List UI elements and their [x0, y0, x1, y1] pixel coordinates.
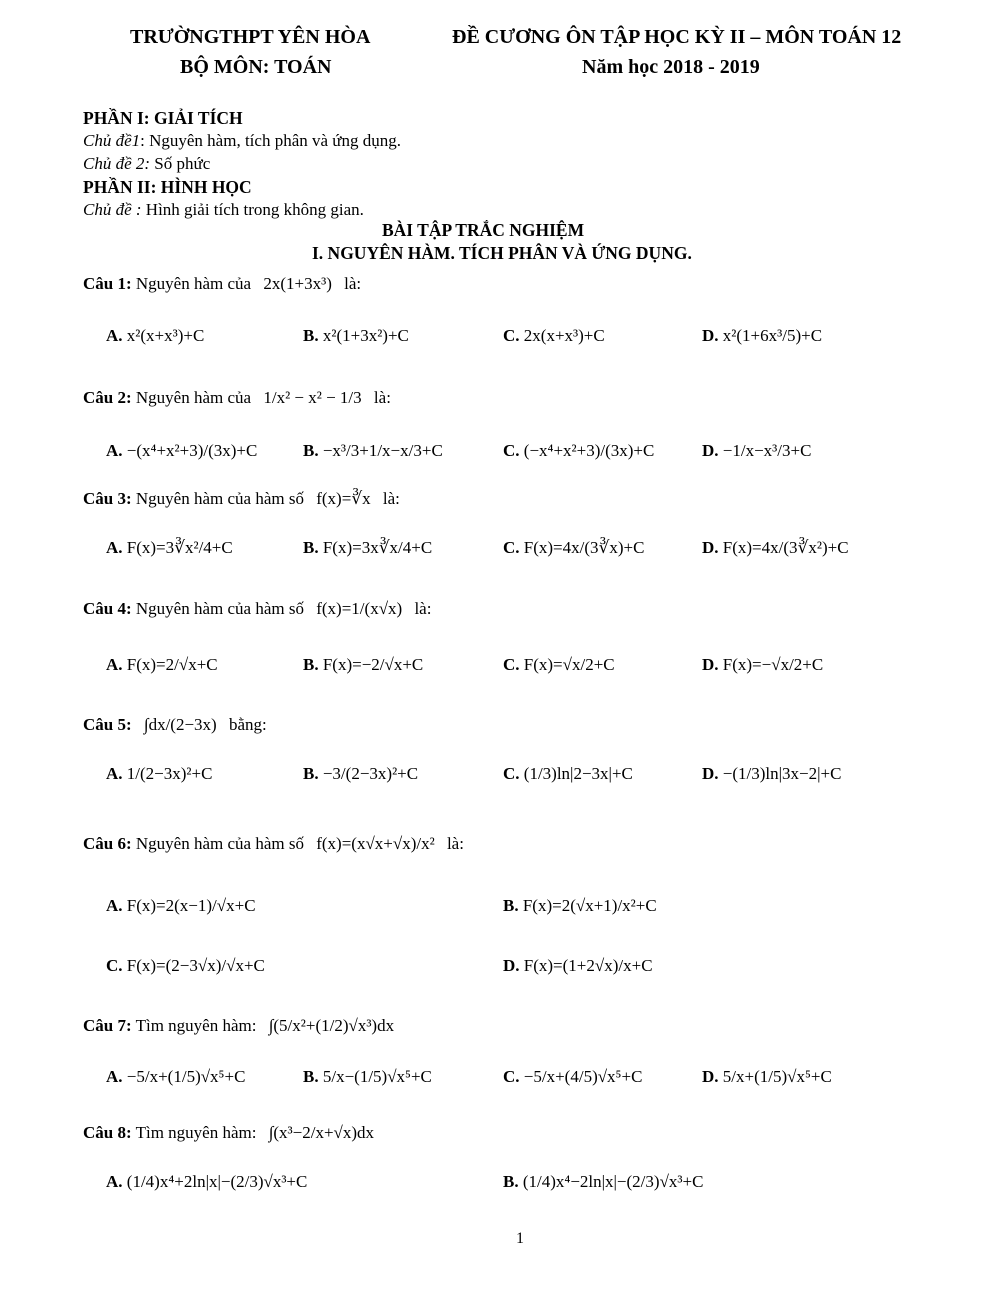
question-text: Nguyên hàm của [131, 274, 252, 293]
option-a: A. x²(x+x³)+C [106, 326, 205, 345]
topic-1-label: Chủ đề1 [83, 131, 141, 150]
option-d: D. −1/x−x³/3+C [702, 441, 812, 460]
option-d: D. −(1/3)ln|3x−2|+C [702, 764, 842, 783]
question-4 [83, 599, 431, 619]
question-math: f(x)=∛x [316, 489, 371, 508]
question-math: 1/x² − x² − 1/3 [263, 388, 362, 407]
topic-1-text: : Nguyên hàm, tích phân và ứng dụng. [140, 131, 402, 150]
topic-2 [83, 154, 210, 174]
topic-1 [83, 131, 401, 151]
option-b: B. −x³/3+1/x−x/3+C [303, 441, 443, 460]
question-math: ∫(5/x²+(1/2)√x³)dx [268, 1016, 395, 1035]
question-5 [83, 715, 267, 735]
option-d: D. F(x)=(1+2√x)/x+C [503, 956, 653, 975]
question-label: Câu 7: [83, 1016, 132, 1035]
question-label: Câu 6: [83, 834, 132, 853]
option-c: C. F(x)=(2−3√x)/√x+C [106, 956, 265, 975]
question-1 [83, 274, 361, 294]
option-b: B. −3/(2−3x)²+C [303, 764, 419, 783]
topic-3-text: Hình giải tích trong không gian. [141, 200, 364, 219]
question-label: Câu 8: [83, 1123, 132, 1142]
part-2-heading: PHẦN II: HÌNH HỌC [83, 177, 252, 197]
question-label: Câu 4: [83, 599, 132, 618]
question-after: bằng: [228, 715, 267, 734]
option-b: B. (1/4)x⁴−2ln|x|−(2/3)√x³+C [503, 1172, 704, 1191]
option-d: D. x²(1+6x³/5)+C [702, 326, 823, 345]
option-c: C. −5/x+(4/5)√x⁵+C [503, 1067, 643, 1086]
option-d: D. F(x)=4x/(3∛x²)+C [702, 538, 849, 557]
option-d: D. 5/x+(1/5)√x⁵+C [702, 1067, 832, 1086]
option-c: C. (−x⁴+x²+3)/(3x)+C [503, 441, 655, 460]
question-after: là: [446, 834, 464, 853]
question-3 [83, 489, 400, 509]
question-after: là: [344, 274, 362, 293]
option-d: D. F(x)=−√x/2+C [702, 655, 824, 674]
topic-3 [83, 200, 364, 220]
school-year: Năm học 2018 - 2019 [582, 56, 760, 78]
option-b: B. F(x)=3x∛x/4+C [303, 538, 433, 557]
option-c: C. F(x)=4x/(3∛x)+C [503, 538, 645, 557]
option-a: A. −5/x+(1/5)√x⁵+C [106, 1067, 246, 1086]
option-b: B. F(x)=2(√x+1)/x²+C [503, 896, 657, 915]
question-math: ∫(x³−2/x+√x)dx [268, 1123, 375, 1142]
question-after: là: [373, 388, 391, 407]
question-math: ∫dx/(2−3x) [143, 715, 217, 734]
question-2 [83, 388, 391, 408]
question-text: Nguyên hàm của [131, 388, 252, 407]
question-math: f(x)=1/(x√x) [316, 599, 403, 618]
document-title: ĐỀ CƯƠNG ÔN TẬP HỌC KỲ II – MÔN TOÁN 12 [452, 26, 902, 48]
section-title: I. NGUYÊN HÀM. TÍCH PHÂN VÀ ỨNG DỤNG. [312, 243, 692, 263]
question-6 [83, 834, 464, 854]
option-a: A. F(x)=2/√x+C [106, 655, 218, 674]
question-label: Câu 1: [83, 274, 132, 293]
question-text: Nguyên hàm của hàm số [131, 489, 304, 508]
option-a: A. (1/4)x⁴+2ln|x|−(2/3)√x³+C [106, 1172, 308, 1191]
question-text: Tìm nguyên hàm: [131, 1016, 257, 1035]
option-b: B. F(x)=−2/√x+C [303, 655, 424, 674]
question-after: là: [414, 599, 432, 618]
question-label: Câu 2: [83, 388, 132, 407]
page-number: 1 [516, 1230, 524, 1247]
question-text: Nguyên hàm của hàm số [131, 834, 304, 853]
department: BỘ MÔN: TOÁN [180, 56, 332, 78]
topic-2-label: Chủ đề 2: [83, 154, 151, 173]
question-label: Câu 3: [83, 489, 132, 508]
topic-2-text: Số phức [150, 154, 211, 173]
question-text: Nguyên hàm của hàm số [131, 599, 304, 618]
option-c: C. (1/3)ln|2−3x|+C [503, 764, 633, 783]
option-a: A. 1/(2−3x)²+C [106, 764, 213, 783]
part-1-heading: PHẦN I: GIẢI TÍCH [83, 108, 243, 128]
question-text: Tìm nguyên hàm: [131, 1123, 257, 1142]
exercise-title: BÀI TẬP TRẮC NGHIỆM [382, 220, 585, 240]
option-a: A. −(x⁴+x²+3)/(3x)+C [106, 441, 258, 460]
school-name: TRƯỜNGTHPT YÊN HÒA [130, 26, 371, 48]
question-8 [83, 1123, 374, 1143]
question-math: f(x)=(x√x+√x)/x² [316, 834, 435, 853]
option-a: A. F(x)=3∛x²/4+C [106, 538, 233, 557]
topic-3-label: Chủ đề : [83, 200, 142, 219]
question-after: là: [382, 489, 400, 508]
question-label: Câu 5: [83, 715, 132, 734]
option-a: A. F(x)=2(x−1)/√x+C [106, 896, 256, 915]
option-c: C. 2x(x+x³)+C [503, 326, 605, 345]
option-c: C. F(x)=√x/2+C [503, 655, 615, 674]
option-b: B. x²(1+3x²)+C [303, 326, 409, 345]
option-b: B. 5/x−(1/5)√x⁵+C [303, 1067, 432, 1086]
question-math: 2x(1+3x³) [263, 274, 332, 293]
question-7 [83, 1016, 394, 1036]
